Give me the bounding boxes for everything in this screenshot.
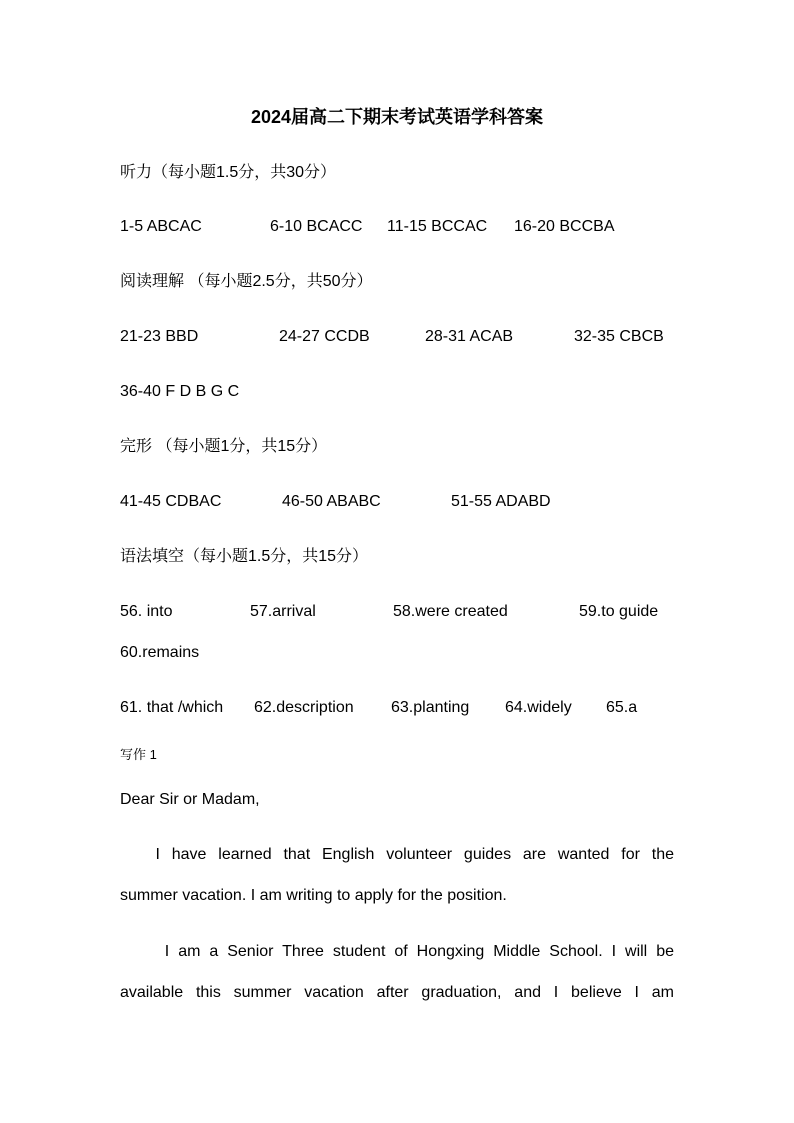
reading-answer-2: 24-27 CCDB xyxy=(279,328,370,345)
grammar-heading: 语法填空（每小题1.5分，共15分） xyxy=(120,548,369,565)
reading-answer-4: 32-35 CBCB xyxy=(574,328,664,345)
letter-paragraph-2 xyxy=(120,931,674,1013)
cloze-answer-3: 51-55 ADABD xyxy=(451,493,551,510)
reading-answer-3: 28-31 ACAB xyxy=(425,328,514,345)
letter-paragraph-1 xyxy=(120,834,674,916)
page-title: 2024届高二下期末考试英语学科答案 xyxy=(250,107,544,127)
grammar-answer-60: 60.remains xyxy=(120,644,200,661)
cloze-answer-1: 41-45 CDBAC xyxy=(120,493,222,510)
grammar-answer-58: 58.were created xyxy=(393,603,508,620)
cloze-heading: 完形 （每小题1分，共15分） xyxy=(120,438,328,455)
listening-answer-2: 6-10 BCACC xyxy=(270,218,363,235)
listening-answer-4: 16-20 BCCBA xyxy=(514,218,615,235)
reading-heading: 阅读理解 （每小题2.5分，共50分） xyxy=(120,273,373,290)
letter-line: I have learned that English volunteer guides are wanted for the xyxy=(120,846,674,863)
grammar-answer-63: 63.planting xyxy=(391,699,470,716)
letter-salutation: Dear Sir or Madam, xyxy=(120,791,260,808)
letter-line: available this summer vacation after graduation, and I believe I am xyxy=(120,984,674,1001)
listening-heading: 听力（每小题1.5分，共30分） xyxy=(120,164,337,181)
listening-answer-3: 11-15 BCCAC xyxy=(387,218,488,235)
grammar-answer-65: 65.a xyxy=(606,699,638,716)
grammar-answer-64: 64.widely xyxy=(505,699,572,716)
grammar-answer-56: 56. into xyxy=(120,603,173,620)
grammar-answer-59: 59.to guide xyxy=(579,603,659,620)
letter-line: summer vacation. I am writing to apply for the position. xyxy=(120,887,507,904)
cloze-answer-2: 46-50 ABABC xyxy=(282,493,381,510)
writing-heading: 写作 1 xyxy=(120,747,157,762)
letter-line: I am a Senior Three student of Hongxing Middle School. I will be xyxy=(120,943,674,960)
grammar-answer-61: 61. that /which xyxy=(120,699,224,716)
reading-answer-1: 21-23 BBD xyxy=(120,328,199,345)
grammar-answer-57: 57.arrival xyxy=(250,603,316,620)
listening-answer-1: 1-5 ABCAC xyxy=(120,218,202,235)
grammar-answer-62: 62.description xyxy=(254,699,354,716)
reading-answer-5: 36-40 F D B G C xyxy=(120,383,240,400)
